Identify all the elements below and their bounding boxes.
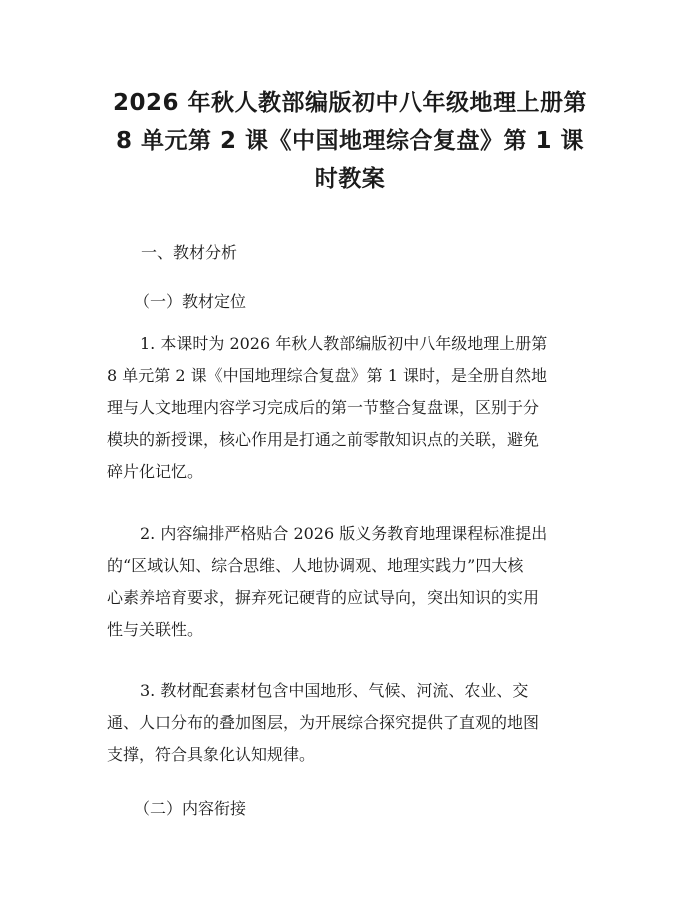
paragraph-line: 心素养培育要求，摒弃死记硬背的应试导向，突出知识的实用 bbox=[107, 588, 540, 607]
paragraph-line: 的“区域认知、综合思维、人地协调观、地理实践力”四大核 bbox=[107, 556, 524, 575]
subsection-heading: （一）教材定位 bbox=[134, 292, 247, 311]
section-heading: 一、教材分析 bbox=[141, 243, 238, 262]
document-title bbox=[95, 84, 605, 198]
subsection-heading: （二）内容衔接 bbox=[134, 799, 247, 818]
paragraph bbox=[107, 675, 607, 771]
paragraph-line: 支撑，符合具象化认知规律。 bbox=[107, 745, 316, 764]
title-line: 2026 年秋人教部编版初中八年级地理上册第 bbox=[112, 90, 588, 116]
title-line: 8 单元第 2 课《中国地理综合复盘》第 1 课 bbox=[115, 128, 585, 154]
paragraph-line: 3. 教材配套素材包含中国地形、气候、河流、农业、交 bbox=[140, 681, 529, 700]
paragraph-line: 性与关联性。 bbox=[107, 620, 204, 639]
paragraph-line: 1. 本课时为 2026 年秋人教部编版初中八年级地理上册第 bbox=[140, 334, 548, 353]
paragraph-line: 通、人口分布的叠加图层，为开展综合探究提供了直观的地图 bbox=[107, 713, 540, 732]
paragraph-line: 模块的新授课，核心作用是打通之前零散知识点的关联，避免 bbox=[107, 430, 540, 449]
paragraph-line: 碎片化记忆。 bbox=[107, 462, 204, 481]
title-line: 时教案 bbox=[314, 166, 386, 192]
paragraph bbox=[107, 328, 607, 488]
paragraph-line: 理与人文地理内容学习完成后的第一节整合复盘课，区别于分 bbox=[107, 398, 540, 417]
paragraph-line: 8 单元第 2 课《中国地理综合复盘》第 1 课时，是全册自然地 bbox=[107, 366, 547, 385]
paragraph bbox=[107, 518, 607, 646]
paragraph-line: 2. 内容编排严格贴合 2026 版义务教育地理课程标准提出 bbox=[140, 524, 548, 543]
